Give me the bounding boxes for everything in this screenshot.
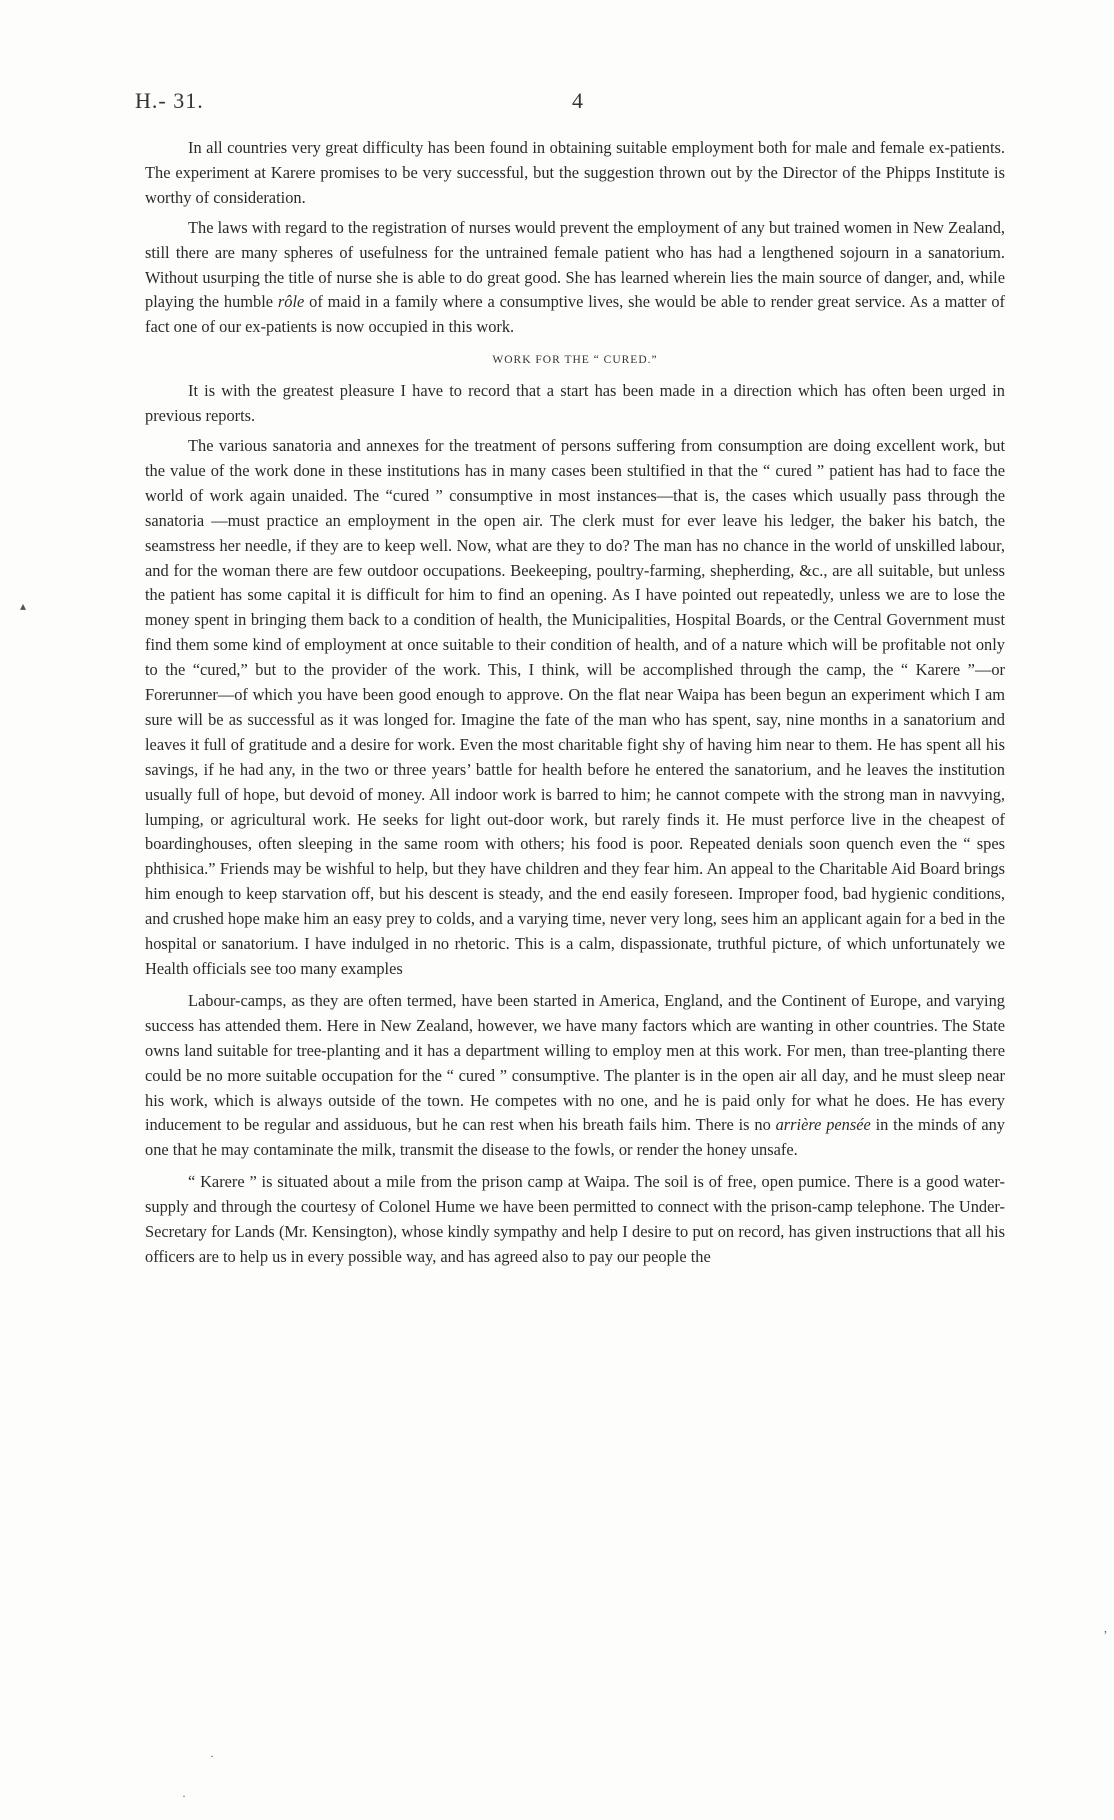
scan-dot-lower: · (182, 1789, 186, 1803)
document-reference: H.- 31. (135, 88, 204, 113)
paragraph-labour-camps-text-1: Labour-camps, as they are often termed, have been started in America, England, and the Continent of Europe, and varying success has attended them. Here in New Zealand, however, we have many factors which are wanting in other countries. The State owns land suitable for tree-planting and it has a department willing to employ men at this work. For men, than tree-planting there could be no more suitable occupation for the “ cured ” consumptive. The planter is in the open air all day, and he must sleep near his work, which is always outside of the town. He competes with no one, and he is paid only for what he does. He has every inducement to be regular and assiduous, but he can rest when his breath fails him. There is no (145, 990, 1005, 1135)
paragraph-sanatoria: The various sanatoria and annexes for the treatment of persons suffering from consumption are doing excellent work, but the value of the work done in these institutions has in many cases been stultified in that the “ cured ” patient has had to face the world of work again unaided. The “cured ” consumptive in most instances—that is, the cases which usually pass through the sanatoria —must practice an employment in the open air. The clerk must for ever leave his ledger, the baker his batch, the seamstress her needle, if they are to keep well. Now, what are they to do? The man has no chance in the world of unskilled labour, and for the woman there are few outdoor occupations. Beekeeping, poultry-farming, shepherding, &c., are all suitable, but unless the patient has some capital it is difficult for him to find an opening. As I have pointed out repeatedly, unless we are to lose the money spent in bringing them back to a condition of health, the Municipalities, Hospital Boards, or the Central Government must find them some kind of employment at once suitable to their condition of health, and of a nature which will be profitable not only to the “cured,” but to the provider of the work. This, I think, will be accomplished through the camp, the “ Karere ”—or Forerunner—of which you have been good enough to approve. On the flat near Waipa has been begun an experiment which I am sure will be as successful as it was longed for. Imagine the fate of the man who has spent, say, nine months in a sanatorium and leaves it full of gratitude and a desire for work. Even the most charitable fight shy of having him near to them. He has spent all his savings, if he had any, in the two or three years’ battle for health before he entered the sanatorium, and he leaves the institution usually full of hope, but devoid of money. All indoor work is barred to him; he cannot compete with the strong man in navvying, lumping, or agricultural work. He seeks for light out-door work, but rarely finds it. He must perforce live in the cheapest of boardinghouses, often sleeping in the same room with others; his food is poor. Repeated denials soon quench even the “ spes phthisica.” Friends may be wishful to help, but they have children and they fear him. An appeal to the Charitable Aid Board brings him enough to keep starvation off, but his descent is steady, and the end easily foreseen. Improper food, bad hygienic conditions, and crushed hope make him an easy prey to colds, and a varying time, never very long, sees him an applicant again for a bed in the hospital or sanatorium. I have indulged in no rhetoric. This is a calm, dispassionate, truthful picture, of which unfortunately we Health officials see too many examples (145, 435, 1005, 978)
paragraph-nurses (145, 216, 1005, 341)
page-number: 4 (572, 88, 583, 113)
paragraph-labour-camps-text-2: in the minds of any one that he may contaminate the milk, transmit the disease to the fowls, or render the honey unsafe. (145, 1115, 1006, 1160)
scan-mark: ▴ (20, 599, 27, 613)
page-header (135, 88, 1005, 118)
paragraph-labour-camps-italic: arrière pensée (775, 1115, 871, 1135)
paragraph-pleasure: It is with the greatest pleasure I have to record that a start has been made in a direction which has often been urged in previous reports. (145, 381, 1005, 426)
paragraph-karere: “ Karere ” is situated about a mile from the prison camp at Waipa. The soil is of free, open pumice. There is a good water-supply and through the courtesy of Colonel Hume we have been permitted to connect with the prison-camp telephone. The Under-Secretary for Lands (Mr. Kensington), whose kindly sympathy and help I desire to put on record, has given instructions that all his officers are to help us in every possible way, and has agreed also to pay our people the (145, 1172, 1005, 1266)
paragraph-employment: In all countries very great difficulty has been found in obtaining suitable employment both for male and female ex-patients. The experiment at Karere promises to be very successful, but the suggestion thrown out by the Director of the Phipps Institute is worthy of consideration. (145, 138, 1005, 207)
scan-dot: · (210, 1749, 214, 1763)
section-heading: WORK FOR THE “ CURED.” (492, 354, 658, 367)
scan-mark-right: , (1104, 1621, 1107, 1635)
paragraph-nurses-text-1: The laws with regard to the registration of nurses would prevent the employment of any but trained women in New Zealand, still there are many spheres of usefulness for the untrained female patient who has had a lengthened sojourn in a sanatorium. Without usurping the title of nurse she is able to do great good. She has learned wherein lies the main source of danger, and, while playing the humble (145, 217, 1005, 312)
paragraph-nurses-italic: rôle (277, 292, 305, 312)
document-body (145, 136, 1005, 1275)
paragraph-labour-camps (145, 989, 1005, 1163)
paragraph-nurses-text-2: of maid in a family where a consumptive lives, she would be able to render great service. As a matter of fact one of our ex-patients is now occupied in this work. (145, 292, 1005, 337)
